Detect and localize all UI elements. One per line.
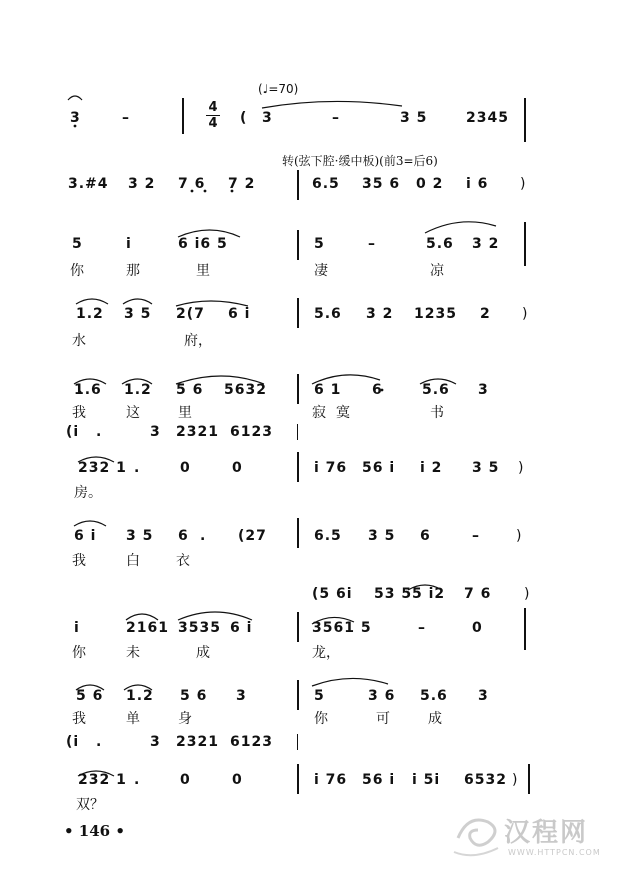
note: 5.6 — [420, 688, 448, 704]
score-row — [0, 100, 630, 136]
time-signature-bottom: 4 — [206, 115, 220, 131]
barline — [297, 452, 299, 482]
score-row — [0, 772, 630, 813]
note: 3 5 — [400, 110, 428, 126]
note: (i — [66, 424, 80, 440]
page-number: • 146 • — [64, 822, 125, 840]
note: . — [200, 528, 207, 544]
note: 6 — [178, 528, 189, 544]
note: i 6 — [466, 176, 489, 192]
note: (i — [66, 734, 80, 750]
note: i — [126, 236, 132, 252]
note: i 76 — [314, 772, 348, 788]
lyric: 寞 — [336, 405, 350, 421]
note: 53 5 — [374, 586, 413, 602]
note: 3 5 — [368, 528, 396, 544]
lyric: 未 — [126, 645, 140, 661]
note: 6123 — [230, 424, 273, 440]
note: 232 1 — [78, 772, 127, 788]
note: 6 i — [74, 528, 97, 544]
barline — [524, 608, 526, 650]
score-row — [0, 424, 630, 450]
note: 0 — [180, 460, 191, 476]
note: – — [332, 110, 340, 126]
slur-mark — [312, 678, 388, 686]
note: ) — [512, 772, 519, 788]
note: 5 6 — [76, 688, 104, 704]
watermark-text: 汉程网 — [504, 818, 589, 848]
note: i — [74, 620, 80, 636]
note: 5 6 — [180, 688, 208, 704]
barline — [297, 518, 299, 548]
note: 7 2 — [228, 176, 256, 192]
note: ) — [520, 176, 527, 192]
lyric: 龙， — [312, 645, 340, 661]
note: 3 2 — [366, 306, 394, 322]
lyric: 成 — [196, 645, 210, 661]
note: 3 — [478, 688, 489, 704]
lyric: 书 — [430, 405, 444, 421]
note: 1.2 — [124, 382, 152, 398]
note: i 2 — [420, 460, 443, 476]
lyric: 我 — [72, 711, 86, 727]
note: 6 1 — [314, 382, 342, 398]
note: 1.2 — [76, 306, 104, 322]
slur-mark — [425, 222, 496, 233]
lyric: 衣 — [176, 553, 190, 569]
note: 6123 — [230, 734, 273, 750]
lyric: 这 — [126, 405, 140, 421]
slur-mark — [76, 299, 108, 304]
note: 232 1 — [78, 460, 127, 476]
note: 3 — [478, 382, 489, 398]
time-signature — [206, 100, 220, 131]
lyric: 你 — [72, 645, 86, 661]
lyric: 可 — [376, 711, 390, 727]
slur-mark — [262, 101, 402, 108]
note: 3 — [262, 110, 273, 126]
lyric: 水 — [72, 333, 86, 349]
note: 1.2 — [126, 688, 154, 704]
note: – — [418, 620, 426, 636]
note: 0 — [472, 620, 483, 636]
lyric: 寂 — [312, 405, 326, 421]
note: 2161 — [126, 620, 169, 636]
lyric: 你 — [70, 263, 84, 279]
note: 3 2 — [472, 236, 500, 252]
lyric: 我 — [72, 405, 86, 421]
note: 0 — [232, 772, 243, 788]
note: 0 — [180, 772, 191, 788]
note: ) — [516, 528, 523, 544]
note: . — [134, 460, 141, 476]
mode-instruction: 转(弦下腔·缓中板)(前3=后6) — [282, 154, 438, 168]
lyric: 凉 — [430, 263, 444, 279]
note: 5.6 — [422, 382, 450, 398]
lyric: 府， — [184, 333, 212, 349]
note: 1.6 — [74, 382, 102, 398]
note: 5 — [314, 236, 325, 252]
barline — [297, 230, 299, 260]
score-row — [0, 688, 630, 727]
lyric: 单 — [126, 711, 140, 727]
note: 56 i — [362, 772, 396, 788]
slur-mark — [74, 521, 106, 526]
barline — [297, 374, 299, 404]
barline — [524, 222, 526, 266]
barline — [297, 680, 299, 710]
note: 56 i — [362, 460, 396, 476]
note: 5.6 — [426, 236, 454, 252]
note: 2345 — [466, 110, 509, 126]
barline — [297, 424, 298, 440]
watermark-url: WWW.HTTPCN.COM — [508, 848, 601, 857]
note: 5632 — [224, 382, 267, 398]
note: 5.6 — [314, 306, 342, 322]
note: 6.5 — [312, 176, 340, 192]
slur-mark — [178, 612, 252, 620]
note: 6 — [372, 382, 383, 398]
score-row — [0, 734, 630, 760]
note: 6 i6 5 — [178, 236, 228, 252]
note: 0 — [232, 460, 243, 476]
barline — [297, 298, 299, 328]
note: ( — [240, 110, 248, 126]
barline — [297, 612, 299, 642]
note: 5 6 — [176, 382, 204, 398]
note: 2(7 — [176, 306, 205, 322]
note: 2321 — [176, 734, 219, 750]
note: (5 6i — [312, 586, 353, 602]
note: 5 — [72, 236, 83, 252]
score-row — [0, 382, 630, 421]
note: 3 — [150, 734, 161, 750]
note: 2321 — [176, 424, 219, 440]
note: 0 2 — [416, 176, 444, 192]
lyric: 身 — [178, 711, 192, 727]
note: 3 — [150, 424, 161, 440]
lyric: 房。 — [74, 485, 102, 501]
fermata-icon — [68, 96, 82, 100]
note: – — [122, 110, 130, 126]
score-row — [0, 620, 630, 661]
time-signature-top: 4 — [208, 100, 218, 115]
watermark-logo — [448, 808, 618, 868]
note: 7 6 — [178, 176, 206, 192]
note: 3 5 — [472, 460, 500, 476]
note: ) — [524, 586, 531, 602]
barline — [297, 170, 299, 200]
note: 3 2 — [128, 176, 156, 192]
note: 1235 — [414, 306, 457, 322]
note: i 76 — [314, 460, 348, 476]
note: 3 6 — [368, 688, 396, 704]
note: 6 i — [228, 306, 251, 322]
note: . — [96, 424, 103, 440]
lyric: 你 — [314, 711, 328, 727]
barline — [524, 98, 526, 142]
score-row — [0, 586, 630, 612]
barline — [528, 764, 530, 794]
tempo-marking: (♩=70) — [258, 82, 299, 96]
lyric: 我 — [72, 553, 86, 569]
note: 3 5 — [124, 306, 152, 322]
lyric: 那 — [126, 263, 140, 279]
score-row — [0, 306, 630, 349]
note: i 5i — [412, 772, 441, 788]
lyric: 成 — [428, 711, 442, 727]
note: 35 6 — [362, 176, 401, 192]
lyric: 里 — [178, 405, 192, 421]
lyric: 白 — [126, 553, 140, 569]
slur-mark — [123, 299, 152, 304]
lyric: 里 — [196, 263, 210, 279]
barline — [182, 98, 184, 134]
note: 3561 5 — [312, 620, 372, 636]
note: 3 5 — [126, 528, 154, 544]
note: 3.#4 — [68, 176, 109, 192]
note: 6532 — [464, 772, 507, 788]
barline — [297, 734, 298, 750]
note: – — [368, 236, 376, 252]
note: 3 — [236, 688, 247, 704]
lyric: 凄 — [314, 263, 328, 279]
note: 6 — [420, 528, 431, 544]
score-row — [0, 460, 630, 501]
note: ) — [522, 306, 529, 322]
note: . — [134, 772, 141, 788]
note: . — [96, 734, 103, 750]
barline — [297, 764, 299, 794]
note: 2 — [480, 306, 491, 322]
note: (27 — [238, 528, 267, 544]
note: ) — [518, 460, 525, 476]
swirl-icon — [448, 808, 508, 860]
note: 3535 — [178, 620, 221, 636]
note: 5 i2 — [412, 586, 446, 602]
score-row — [0, 176, 630, 202]
note: 6 i — [230, 620, 253, 636]
note: 3 — [70, 110, 81, 126]
lyric: 双？ — [76, 797, 104, 813]
score-row — [0, 528, 630, 569]
note: – — [472, 528, 480, 544]
note: 6.5 — [314, 528, 342, 544]
note: 5 — [314, 688, 325, 704]
score-row — [0, 236, 630, 279]
note: 7 6 — [464, 586, 492, 602]
